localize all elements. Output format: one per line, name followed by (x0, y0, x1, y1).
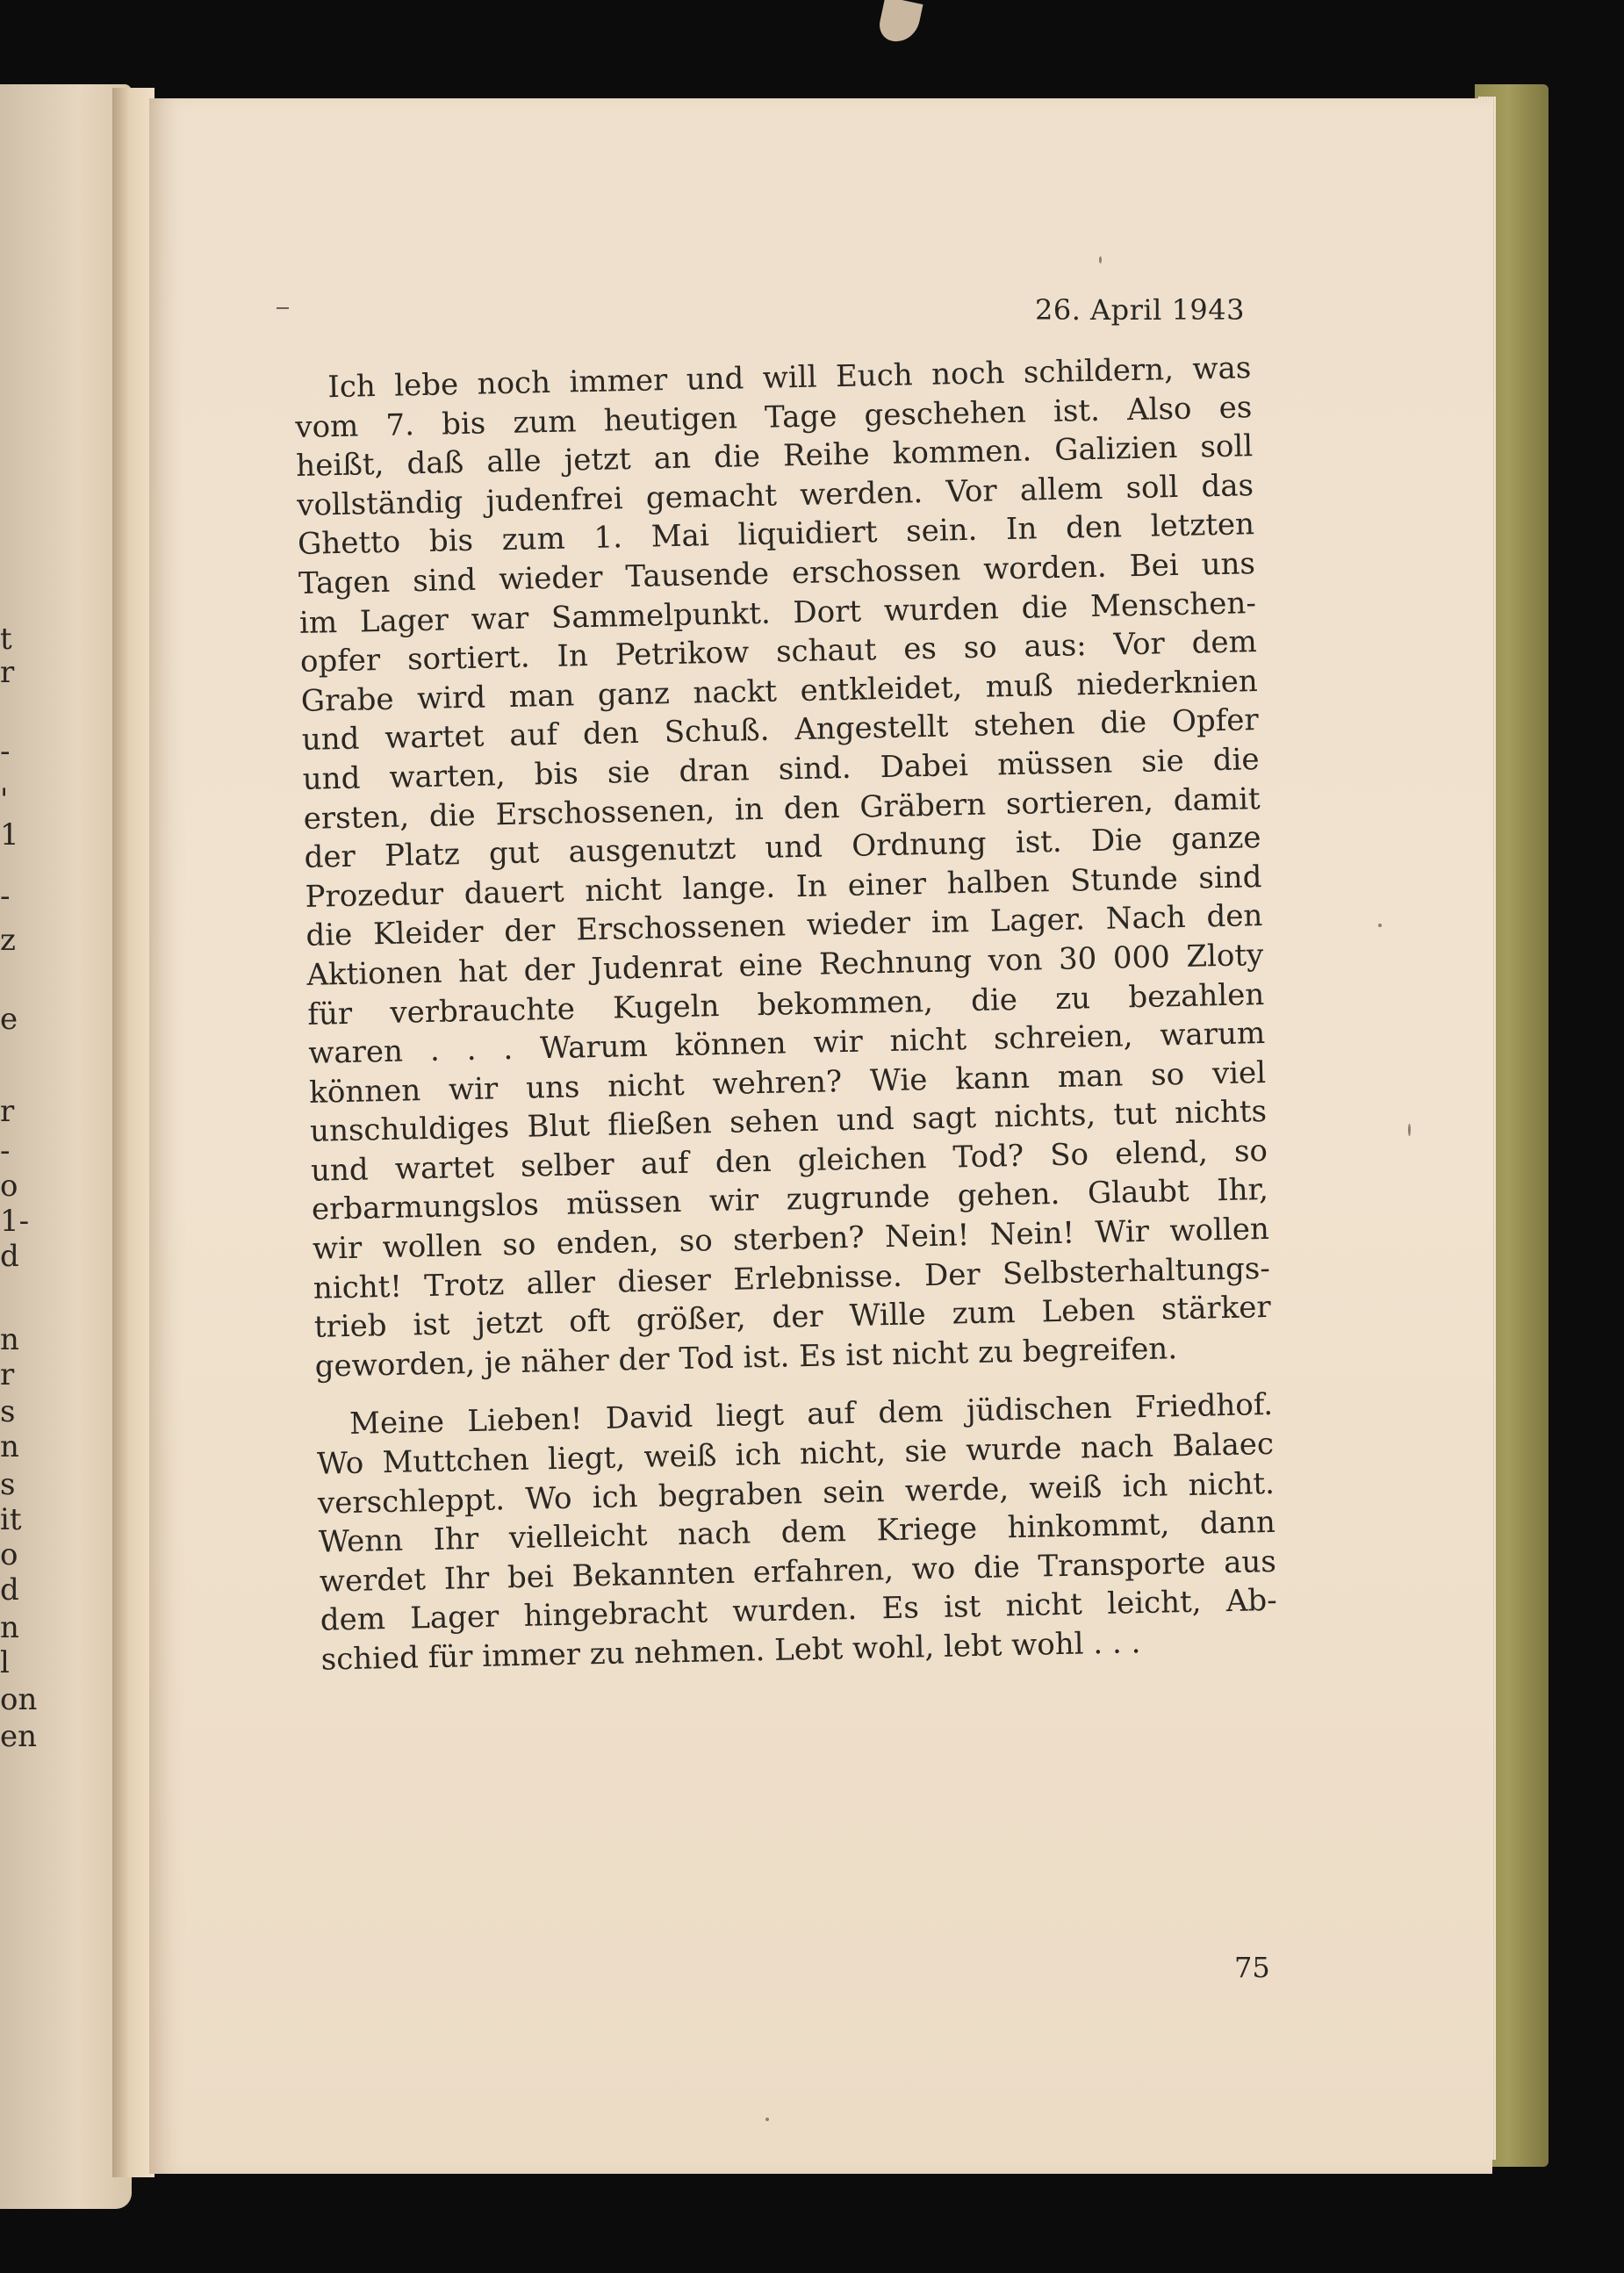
left-page-cut-text (0, 84, 38, 2209)
text-line: geworden, je näher der Tod ist. Es ist nicht zu begreifen. (314, 1331, 1178, 1385)
letter-body (294, 349, 1278, 1680)
text-line: Wo Muttchen liegt, weiß ich nicht, sie wurde nach Balaec (316, 1426, 1275, 1482)
text-line: und wartet auf den Schuß. Angestellt stehen die Opfer (301, 702, 1260, 759)
text-line: Tagen sind wieder Tausende erschossen worden. Bei uns (298, 546, 1256, 601)
left-page-letter: n (0, 1322, 19, 1357)
text-line: trieb ist jetzt oft größer, der Wille zum Leben stärker (313, 1290, 1272, 1346)
left-page-letter: l (0, 1645, 10, 1680)
book-page (149, 98, 1492, 2174)
book-gutter (112, 88, 154, 2177)
letter-date: 26. April 1943 (1034, 293, 1245, 327)
left-page-letter: r (0, 1094, 15, 1129)
left-page-letter: o (0, 1169, 18, 1204)
paper-scrap (876, 0, 923, 46)
left-page-letter: s (0, 1467, 16, 1502)
text-line: wir wollen so enden, so sterben? Nein! Nein! Wir wollen (312, 1212, 1270, 1267)
text-line: opfer sortiert. In Petrikow schaut es so aus: Vor dem (299, 624, 1258, 680)
left-page-letter: n (0, 1610, 19, 1645)
text-line: heißt, daß alle jetzt an die Reihe kommen. Galizien soll (295, 428, 1254, 485)
left-page-letter: on (0, 1682, 38, 1717)
left-page-letter: r (0, 655, 15, 690)
text-line: Grabe wird man ganz nackt entkleidet, muß niederknien (300, 663, 1259, 719)
left-page-letter: - (0, 879, 11, 914)
text-line: verschleppt. Wo ich begraben sein werde, weiß ich nicht. (317, 1465, 1275, 1521)
text-line: ersten, die Erschossenen, in den Gräbern sortieren, damit (303, 780, 1261, 837)
text-line: für verbrauchte Kugeln bekommen, die zu bezahlen (306, 976, 1265, 1032)
text-line: vom 7. bis zum heutigen Tage geschehen ist. Also es (294, 389, 1253, 445)
page-number: 75 (1234, 1951, 1270, 1984)
left-page-letter: it (0, 1502, 22, 1537)
text-line: Prozedur dauert nicht lange. In einer halben Stunde sind (305, 859, 1262, 915)
left-page-letter: - (0, 734, 11, 769)
text-line: vollständig judenfrei gemacht werden. Vor allem soll das (296, 467, 1254, 523)
text-line: Wenn Ihr vielleicht nach dem Kriege hinkommt, dann (318, 1505, 1276, 1560)
left-page-letter: r (0, 1357, 15, 1392)
text-line: Ghetto bis zum 1. Mai liquidiert sein. In den letzten (297, 507, 1255, 563)
text-line: können wir uns nicht wehren? Wie kann man so viel (308, 1054, 1267, 1111)
paper-speck (1408, 1124, 1411, 1136)
paper-speck (1099, 256, 1102, 263)
paper-speck (765, 2118, 769, 2121)
text-line: nicht! Trotz aller dieser Erlebnisse. Der Selbsterhaltungs- (313, 1250, 1271, 1306)
text-line: unschuldiges Blut fließen sehen und sagt nichts, tut nichts (309, 1094, 1268, 1150)
left-page-letter: d (0, 1572, 19, 1608)
text-line: dem Lager hingebracht wurden. Es ist nicht leicht, Ab- (320, 1583, 1278, 1639)
paragraph-1 (294, 349, 1272, 1386)
text-line: und warten, bis sie dran sind. Dabei müssen sie die (302, 742, 1260, 797)
left-page-letter: z (0, 923, 16, 958)
left-page-letter: d (0, 1239, 19, 1274)
text-line: die Kleider der Erschossenen wieder im Lager. Nach den (305, 898, 1263, 954)
text-line: Meine Lieben! David liegt auf dem jüdischen Friedhof. (349, 1387, 1274, 1442)
left-page-letter: s (0, 1394, 16, 1429)
text-line: waren . . . Warum können wir nicht schreien, warum (307, 1016, 1266, 1071)
left-page-letter: 1- (0, 1204, 30, 1239)
left-page-letter: e (0, 1002, 18, 1037)
left-page-letter: ' (0, 782, 9, 817)
paragraph-2 (316, 1385, 1278, 1680)
margin-mark (277, 307, 289, 309)
text-line: und wartet selber auf den gleichen Tod? So elend, so (310, 1133, 1268, 1189)
paper-speck (1378, 924, 1382, 927)
text-line: schied für immer zu nehmen. Lebt wohl, lebt wohl . . . (320, 1625, 1141, 1678)
text-line: im Lager war Sammelpunkt. Dort wurden die Menschen- (298, 585, 1257, 641)
text-line: der Platz gut ausgenutzt und Ordnung ist. Die ganze (304, 820, 1261, 875)
text-line: Aktionen hat der Judenrat eine Rechnung von 30 000 Zloty (306, 937, 1264, 993)
left-page-letter: en (0, 1719, 38, 1754)
left-page-letter: n (0, 1429, 19, 1464)
text-line: erbarmungslos müssen wir zugrunde gehen. Glaubt Ihr, (311, 1172, 1269, 1228)
left-page-letter: 1 (0, 817, 19, 852)
left-page-letter: t (0, 622, 12, 657)
left-page-letter: - (0, 1133, 11, 1169)
text-line: werdet Ihr bei Bekannten erfahren, wo die Transporte aus (319, 1543, 1277, 1600)
text-line: Ich lebe noch immer und will Euch noch schildern, was (327, 350, 1252, 406)
left-page-letter: o (0, 1537, 18, 1572)
